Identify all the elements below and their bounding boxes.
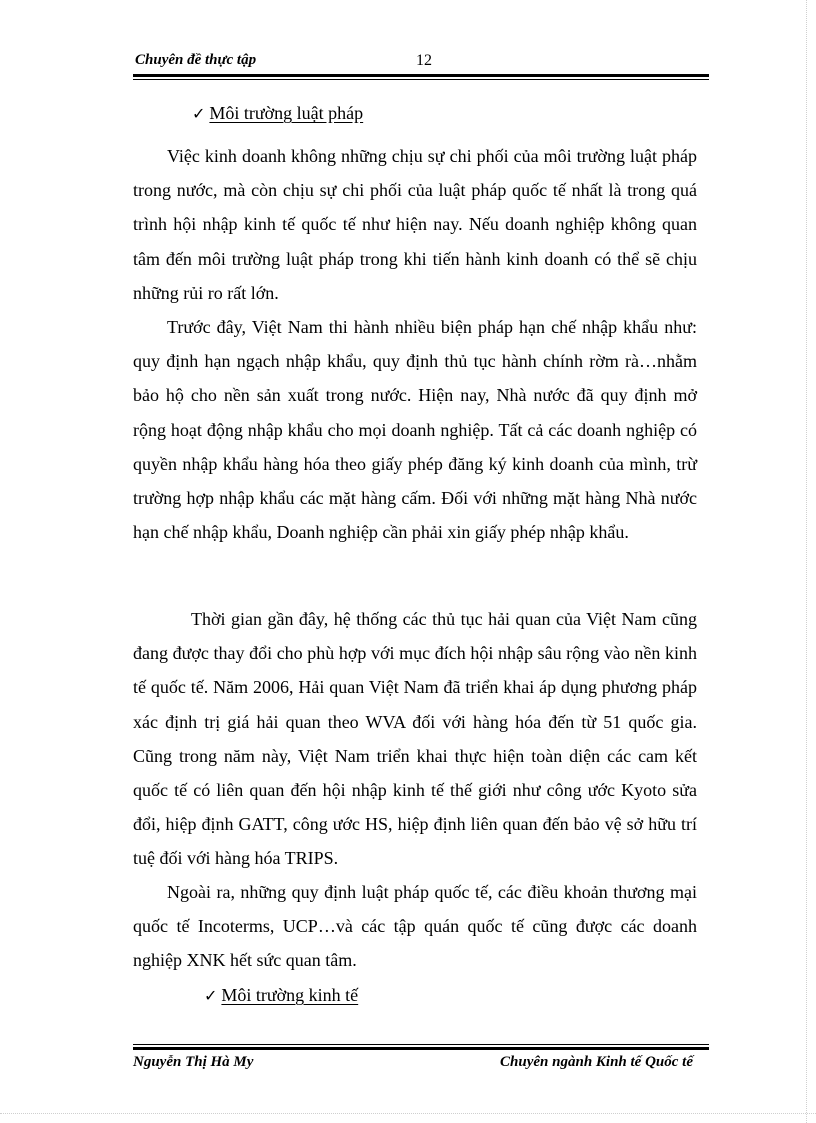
- footer-major: Chuyên ngành Kinh tế Quốc tế: [500, 1054, 693, 1070]
- paragraph-4: Ngoài ra, những quy định luật pháp quốc tế, các điều khoản thương mại quốc tế Incoterms, UCP…và các tập quán quốc tế cũng được các doanh nghiệp XNK hết sức quan tâm.: [133, 882, 697, 971]
- paragraph-2: Trước đây, Việt Nam thi hành nhiều biện pháp hạn chế nhập khẩu như: quy định hạn ngạch nhập khẩu, quy định thủ tục hành chính rờm rà…nhằm bảo hộ cho nền sản xuất trong nước. Hiện nay, Nhà nước đã quy định mở rộng hoạt động nhập khẩu cho mọi doanh nghiệp. Tất cả các doanh nghiệp có quyền nhập khẩu hàng hóa theo giấy phép đăng ký kinh doanh của mình, trừ trường hợp nhập khẩu các mặt hàng cấm. Đối với những mặt hàng Nhà nước hạn chế nhập khẩu, Doanh nghiệp cần phải xin giấy phép nhập khẩu.: [133, 317, 697, 543]
- checkmark-icon: ✓: [192, 104, 206, 123]
- header-rule-thick: [133, 74, 709, 77]
- section-heading-legal: [192, 103, 363, 124]
- footer-rule-thin: [133, 1044, 709, 1045]
- checkmark-icon: ✓: [204, 986, 218, 1005]
- header-title: Chuyên đề thực tập: [135, 52, 257, 68]
- header-rule-thin: [133, 79, 709, 80]
- page-border-right: [806, 0, 807, 1123]
- section-heading-economic: [204, 985, 358, 1006]
- page-border-bottom: [0, 1113, 816, 1114]
- heading-legal-text: Môi trường luật pháp: [209, 103, 364, 123]
- paragraph-1: Việc kinh doanh không những chịu sự chi phối của môi trường luật pháp trong nước, mà còn chịu sự chi phối của luật pháp quốc tế nhất là trong quá trình hội nhập kinh tế quốc tế như hiện nay. Nếu doanh nghiệp không quan tâm đến môi trường luật pháp trong khi tiến hành kinh doanh có thể sẽ chịu những rủi ro rất lớn.: [133, 146, 697, 303]
- footer-author: Nguyễn Thị Hà My: [133, 1054, 254, 1070]
- paragraph-3: Thời gian gần đây, hệ thống các thủ tục hải quan của Việt Nam cũng đang được thay đổi cho phù hợp với mục đích hội nhập sâu rộng vào nền kinh tế quốc tế. Năm 2006, Hải quan Việt Nam đã triển khai áp dụng phương pháp xác định trị giá hải quan theo WVA đối với hàng hóa đến từ 51 quốc gia. Cũng trong năm này, Việt Nam triển khai thực hiện toàn diện các cam kết quốc tế có liên quan đến hội nhập kinh tế thế giới như công ước Kyoto sửa đổi, hiệp định GATT, công ước HS, hiệp định liên quan đến bảo vệ sở hữu trí tuệ đối với hàng hóa TRIPS.: [133, 609, 697, 869]
- page-number: 12: [416, 52, 432, 69]
- footer-rule-thick: [133, 1047, 709, 1050]
- heading-economic-text: Môi trường kinh tế: [221, 985, 359, 1005]
